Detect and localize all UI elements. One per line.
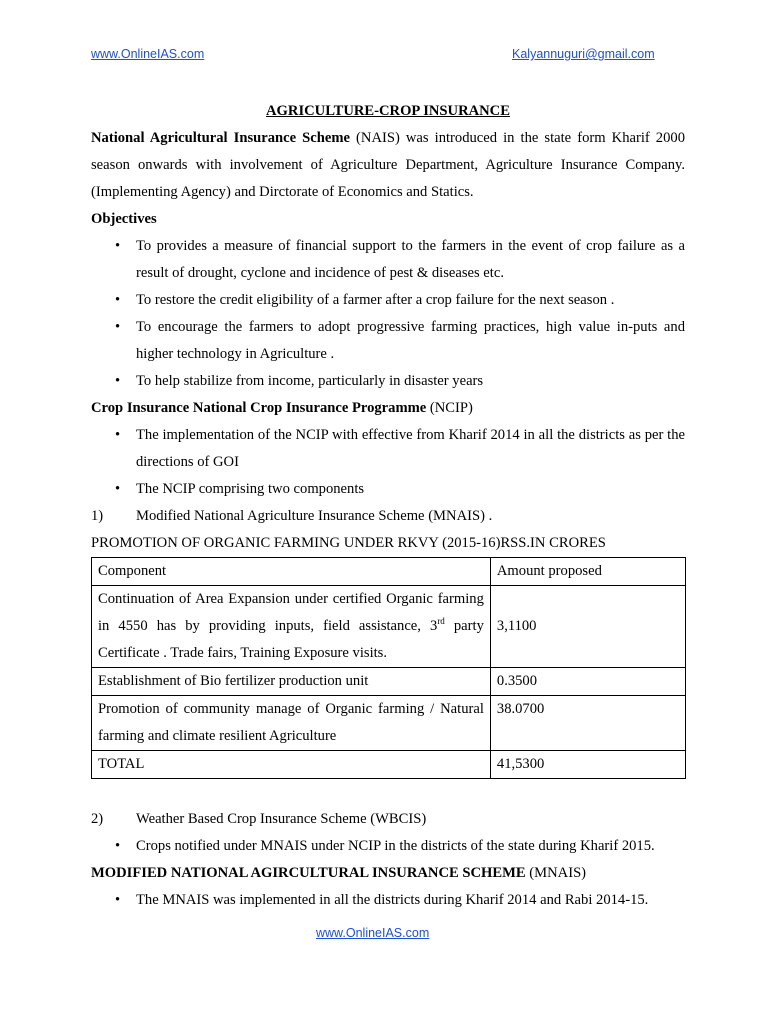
header-email-link[interactable]: Kalyannuguri@gmail.com: [512, 47, 655, 61]
table-cell-amount: 38.0700: [490, 696, 685, 751]
header-website-link[interactable]: www.OnlineIAS.com: [91, 47, 205, 61]
table-header-amount: Amount proposed: [490, 558, 685, 586]
table-cell-amount: 0.3500: [490, 668, 685, 696]
table-header-component: Component: [92, 558, 491, 586]
ncip-item: • The NCIP comprising two components: [91, 476, 685, 503]
objectives-list: [91, 233, 685, 395]
page-title: AGRICULTURE-CROP INSURANCE: [266, 103, 510, 119]
document-body: [91, 98, 685, 914]
mnais-item: • The MNAIS was implemented in all the districts during Kharif 2014 and Rabi 2014-15.: [91, 887, 685, 914]
table-total-label: TOTAL: [92, 751, 491, 779]
objectives-heading: Objectives: [91, 211, 157, 227]
mnais-heading-rest: (MNAIS): [525, 865, 587, 881]
table-row: [92, 586, 686, 668]
table-total-row: [92, 751, 686, 779]
table-row: [92, 668, 686, 696]
numbered-item-2: [91, 806, 685, 833]
objective-item: • To encourage the farmers to adopt progressive farming practices, high value in-puts and higher technology in Agriculture .: [91, 314, 685, 368]
ncip-heading: [91, 395, 685, 422]
objective-item: • To help stabilize from income, particularly in disaster years: [91, 368, 685, 395]
numbered-item-1: [91, 503, 685, 530]
table-cell-component: Promotion of community manage of Organic farming / Natural farming and climate resilient Agriculture: [92, 696, 491, 751]
table-cell-component: Continuation of Area Expansion under certified Organic farming in 4550 has by providing inputs, field assistance, 3rd party Certificate . Trade fairs, Training Exposure visits.: [92, 586, 491, 668]
ncip-heading-rest: (NCIP): [426, 400, 473, 416]
objective-item: • To provides a measure of financial support to the farmers in the event of crop failure as a result of drought, cyclone and incidence of pest & diseases etc.: [91, 233, 685, 287]
organic-farming-table: [91, 557, 686, 779]
objective-item: • To restore the credit eligibility of a farmer after a crop failure for the next season .: [91, 287, 685, 314]
mnais-list: [91, 887, 685, 914]
table-cell-amount: 3,1100: [490, 586, 685, 668]
numbered-item-2-text: Weather Based Crop Insurance Scheme (WBCIS): [136, 811, 427, 827]
mnais-heading: [91, 860, 685, 887]
numbered-item-2-number: 2): [91, 811, 104, 827]
wbcis-list: [91, 833, 685, 860]
table-header-row: [92, 558, 686, 586]
intro-text: (NAIS) was introduced in the state form Kharif 2000 season onwards with involvement of Agriculture Department, Agriculture Insurance Company. (Implementing Agency) and Dirctorate of Economics and Statics.: [91, 130, 685, 200]
organic-heading: PROMOTION OF ORGANIC FARMING UNDER RKVY (2015-16)RSS.IN CRORES: [91, 535, 606, 551]
numbered-item-1-text: Modified National Agriculture Insurance Scheme (MNAIS) .: [136, 508, 493, 524]
intro-bold-term: National Agricultural Insurance Scheme: [91, 130, 350, 146]
table-row: [92, 696, 686, 751]
ncip-list: [91, 422, 685, 503]
ncip-heading-bold: Crop Insurance National Crop Insurance Programme: [91, 400, 427, 416]
ncip-item: • The implementation of the NCIP with effective from Kharif 2014 in all the districts as per the directions of GOI: [91, 422, 685, 476]
wbcis-item: • Crops notified under MNAIS under NCIP in the districts of the state during Kharif 2015.: [91, 833, 685, 860]
table-cell-component: Establishment of Bio fertilizer production unit: [92, 668, 491, 696]
table-total-amount: 41,5300: [490, 751, 685, 779]
footer-website-link[interactable]: www.OnlineIAS.com: [316, 926, 430, 940]
intro-paragraph: [91, 125, 685, 206]
mnais-heading-bold: MODIFIED NATIONAL AGIRCULTURAL INSURANCE SCHEME: [91, 865, 526, 881]
numbered-item-1-number: 1): [91, 508, 104, 524]
